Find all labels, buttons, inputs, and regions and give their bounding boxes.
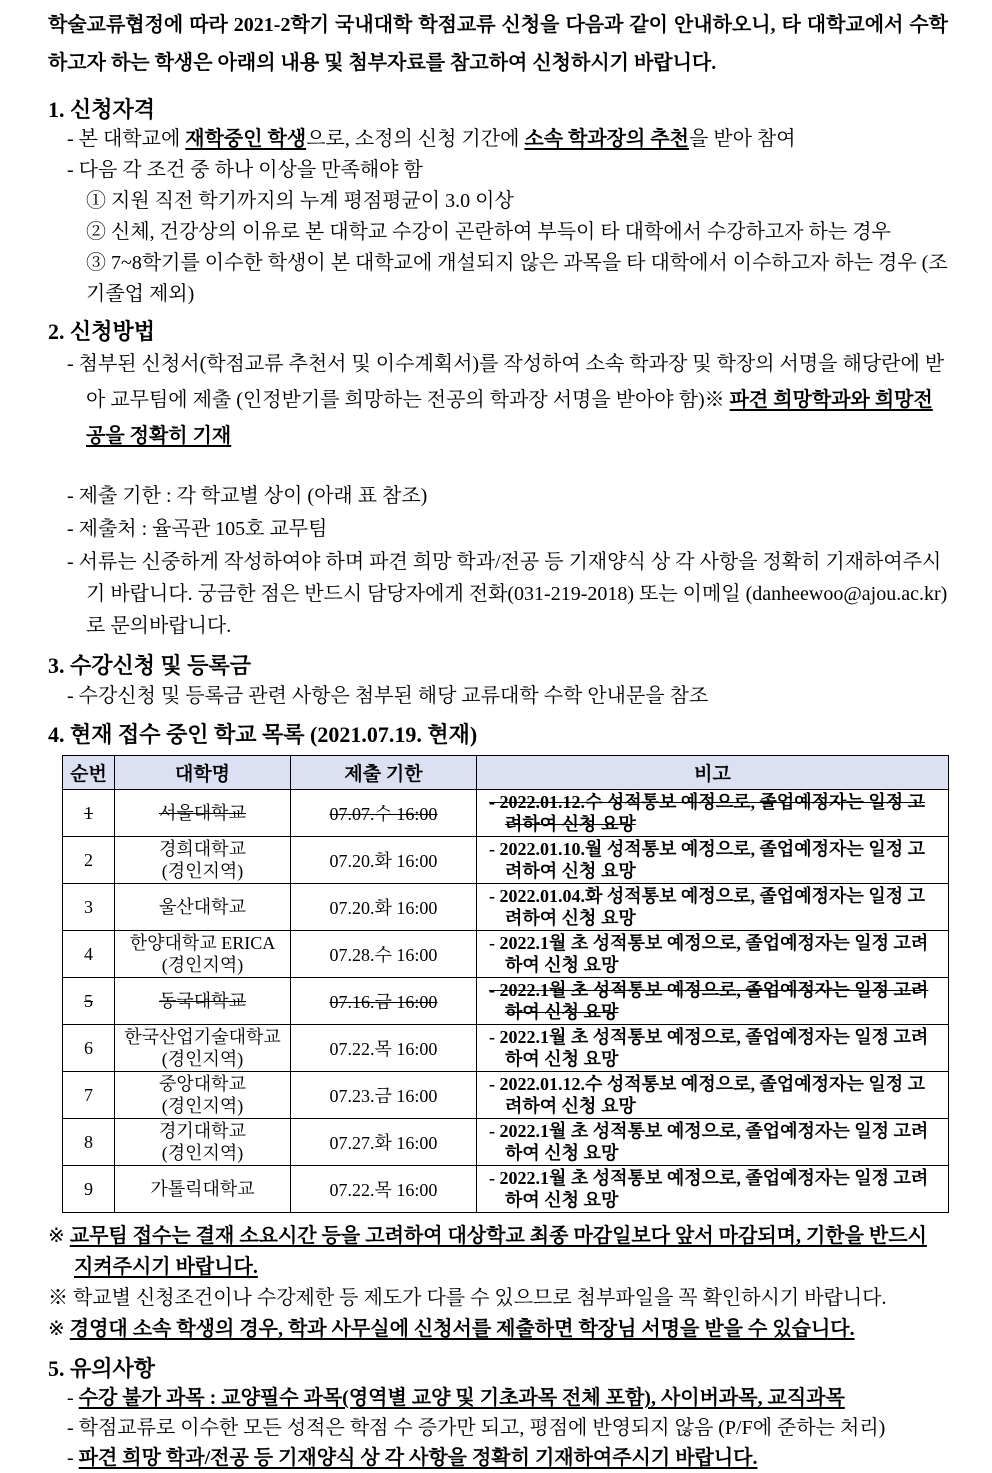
- method-item-1: [48, 346, 948, 454]
- university-name: 울산대학교: [115, 884, 291, 931]
- university-name-cell: [115, 1072, 291, 1119]
- footnote-marker: ※: [48, 1225, 70, 1247]
- qualification-item-2: - 다음 각 조건 중 하나 이상을 만족해야 함: [67, 159, 423, 181]
- emphasis-desired-department-major: 파견 희망학과와 희망전공을 정확히 기재: [86, 389, 933, 447]
- remarks-text: - 2022.1월 초 성적통보 예정으로, 졸업예정자는 일정 고려하여 신청 요망: [489, 933, 929, 975]
- remarks-text: - 2022.01.04.화 성적통보 예정으로, 졸업예정자는 일정 고려하여 신청 요망: [489, 886, 925, 928]
- footnote-business-school: [48, 1314, 948, 1345]
- remarks-text: - 2022.01.10.월 성적통보 예정으로, 졸업예정자는 일정 고려하여 신청 요망: [489, 839, 925, 881]
- remarks-cell: [477, 931, 949, 978]
- table-header-row: [63, 756, 949, 790]
- precaution-item-3: [48, 1443, 948, 1473]
- method-item-contact: - 서류는 신중하게 작성하여야 하며 파견 희망 학과/전공 등 기재양식 상 각 사항을 정확히 기재하여주시기 바랍니다. 궁금한 점은 반드시 담당자에게 전화(031-219-2018) 또는 이메일 (danheewoo@ajou.ac.kr)로 문의바랍니다.: [67, 551, 948, 637]
- university-region: (경인지역): [161, 1096, 244, 1116]
- table-row: [63, 1119, 949, 1166]
- precaution-restricted-courses: 수강 불가 과목 : 교양필수 과목(영역별 교양 및 기초과목 전체 포함), 사이버과목, 교직과목: [78, 1387, 845, 1409]
- qualification-item-1: [48, 124, 948, 155]
- deadline: 07.28.수 16:00: [291, 931, 477, 978]
- section-title-precautions: 5. 유의사항: [48, 1356, 156, 1381]
- section-title-registration-tuition: 3. 수강신청 및 등록금: [48, 653, 252, 678]
- emphasis-department-head-recommendation: 소속 학과장의 추천: [524, 128, 689, 150]
- table-row: [63, 1025, 949, 1072]
- deadline: 07.22.목 16:00: [291, 1166, 477, 1213]
- qualification-condition-3: ③ 7~8학기를 이수한 학생이 본 대학교에 개설되지 않은 과목을 타 대학에서 이수하고자 하는 경우 (조기졸업 제외): [86, 252, 948, 305]
- remarks-text: - 2022.01.12.수 성적통보 예정으로, 졸업예정자는 일정 고려하여 신청 요망: [489, 792, 925, 834]
- item-text: - 본 대학교에: [67, 128, 186, 150]
- intro-paragraph: 학술교류협정에 따라 2021-2학기 국내대학 학점교류 신청을 다음과 같이 안내하오니, 타 대학교에서 수학하고자 하는 학생은 아래의 내용 및 첨부자료를 참고하여 신청하시기 바랍니다.: [48, 14, 948, 74]
- university-name: 동국대학교: [115, 978, 291, 1025]
- university-name-cell: [115, 931, 291, 978]
- row-number: 5: [63, 978, 115, 1025]
- table-footnotes: [48, 1221, 948, 1345]
- remarks-text: - 2022.01.12.수 성적통보 예정으로, 졸업예정자는 일정 고려하여 신청 요망: [489, 1074, 925, 1116]
- method-item-submit-place: - 제출처 : 율곡관 105호 교무팀: [67, 518, 328, 540]
- item-text: 을 받아 참여: [688, 128, 796, 150]
- item-dash: -: [67, 1387, 79, 1409]
- university-name: 경기대학교: [159, 1121, 246, 1141]
- university-region: (경인지역): [161, 1143, 244, 1163]
- schools-table: [62, 755, 949, 1213]
- item-dash: -: [67, 1447, 79, 1469]
- deadline: 07.07.수 16:00: [291, 790, 477, 837]
- precaution-item-1: [48, 1383, 948, 1413]
- header-cell-deadline: 제출 기한: [291, 756, 477, 790]
- row-number: 2: [63, 837, 115, 884]
- remarks-text: - 2022.1월 초 성적통보 예정으로, 졸업예정자는 일정 고려하여 신청 요망: [489, 1168, 929, 1210]
- university-region: (경인지역): [161, 955, 244, 975]
- university-name: 가톨릭대학교: [115, 1166, 291, 1213]
- footnote-text: 경영대 소속 학생의 경우, 학과 사무실에 신청서를 제출하면 학장님 서명을 받을 수 있습니다.: [69, 1318, 855, 1340]
- remarks-cell: [477, 1072, 949, 1119]
- deadline: 07.27.화 16:00: [291, 1119, 477, 1166]
- row-number: 8: [63, 1119, 115, 1166]
- footnote-text: 교무팀 접수는 결재 소요시간 등을 고려하여 대상학교 최종 마감일보다 앞서 마감되며, 기한을 반드시 지켜주시기 바랍니다.: [69, 1225, 927, 1278]
- precaution-item-2: - 학점교류로 이수한 모든 성적은 학점 수 증가만 되고, 평점에 반영되지 않음 (P/F에 준하는 처리): [67, 1417, 886, 1439]
- qualification-condition-1: ① 지원 직전 학기까지의 누계 평점평균이 3.0 이상: [86, 190, 514, 212]
- deadline: 07.22.목 16:00: [291, 1025, 477, 1072]
- item-text: - 첨부된 신청서(학점교류 추천서 및 이수계획서)를 작성하여 소속 학과장 및 학장의 서명을 해당란에 받아 교무팀에 제출 (인정받기를 희망하는 전공의 학과장 서명을 받아야 함)※: [67, 353, 945, 411]
- row-number: 9: [63, 1166, 115, 1213]
- remarks-text: - 2022.1월 초 성적통보 예정으로, 졸업예정자는 일정 고려하여 신청 요망: [489, 1027, 929, 1069]
- row-number: 4: [63, 931, 115, 978]
- method-item-deadline: - 제출 기한 : 각 학교별 상이 (아래 표 참조): [67, 485, 428, 507]
- remarks-text: - 2022.1월 초 성적통보 예정으로, 졸업예정자는 일정 고려하여 신청 요망: [489, 1121, 929, 1163]
- university-name: 한국산업기술대학교: [124, 1027, 281, 1047]
- footnote-office-deadline: [48, 1221, 948, 1283]
- remarks-cell: [477, 1166, 949, 1213]
- deadline: 07.16.금 16:00: [291, 978, 477, 1025]
- row-number: 1: [63, 790, 115, 837]
- table-row: [63, 931, 949, 978]
- blank-line: [48, 454, 948, 480]
- university-name-cell: [115, 837, 291, 884]
- footnote-marker: ※: [48, 1318, 70, 1340]
- university-name: 중앙대학교: [159, 1074, 246, 1094]
- university-name: 경희대학교: [159, 839, 246, 859]
- precaution-accurate-entry: 파견 희망 학과/전공 등 기재양식 상 각 사항을 정확히 기재하여주시기 바랍니다.: [78, 1447, 758, 1469]
- row-number: 3: [63, 884, 115, 931]
- table-row: [63, 884, 949, 931]
- registration-item-1: - 수강신청 및 등록금 관련 사항은 첨부된 해당 교류대학 수학 안내문을 참조: [67, 685, 709, 707]
- header-cell-number: 순번: [63, 756, 115, 790]
- table-row: [63, 978, 949, 1025]
- table-row: [63, 1072, 949, 1119]
- remarks-cell: [477, 884, 949, 931]
- remarks-cell: [477, 1025, 949, 1072]
- deadline: 07.20.화 16:00: [291, 884, 477, 931]
- row-number: 6: [63, 1025, 115, 1072]
- university-region: (경인지역): [161, 1049, 244, 1069]
- header-cell-remarks: 비고: [477, 756, 949, 790]
- item-text: 으로, 소정의 신청 기간에: [306, 128, 525, 150]
- emphasis-enrolled-student: 재학중인 학생: [185, 128, 307, 150]
- remarks-text: - 2022.1월 초 성적통보 예정으로, 졸업예정자는 일정 고려하여 신청 요망: [489, 980, 929, 1022]
- remarks-cell: [477, 790, 949, 837]
- header-cell-university: 대학명: [115, 756, 291, 790]
- university-region: (경인지역): [161, 861, 244, 881]
- university-name: 서울대학교: [115, 790, 291, 837]
- section-title-school-list: 4. 현재 접수 중인 학교 목록 (2021.07.19. 현재): [48, 722, 478, 747]
- deadline: 07.20.화 16:00: [291, 837, 477, 884]
- remarks-cell: [477, 837, 949, 884]
- table-row: [63, 837, 949, 884]
- footnote-check-attachments: ※ 학교별 신청조건이나 수강제한 등 제도가 다를 수 있으므로 첨부파일을 꼭 확인하시기 바랍니다.: [48, 1287, 887, 1309]
- table-row: [63, 1166, 949, 1213]
- deadline: 07.23.금 16:00: [291, 1072, 477, 1119]
- qualification-condition-2: ② 신체, 건강상의 이유로 본 대학교 수강이 곤란하여 부득이 타 대학에서 수강하고자 하는 경우: [86, 221, 891, 243]
- university-name: 한양대학교 ERICA: [129, 933, 276, 953]
- section-title-qualification: 1. 신청자격: [48, 97, 156, 122]
- table-row: [63, 790, 949, 837]
- section-title-application-method: 2. 신청방법: [48, 319, 156, 344]
- university-name-cell: [115, 1025, 291, 1072]
- university-name-cell: [115, 1119, 291, 1166]
- remarks-cell: [477, 1119, 949, 1166]
- remarks-cell: [477, 978, 949, 1025]
- row-number: 7: [63, 1072, 115, 1119]
